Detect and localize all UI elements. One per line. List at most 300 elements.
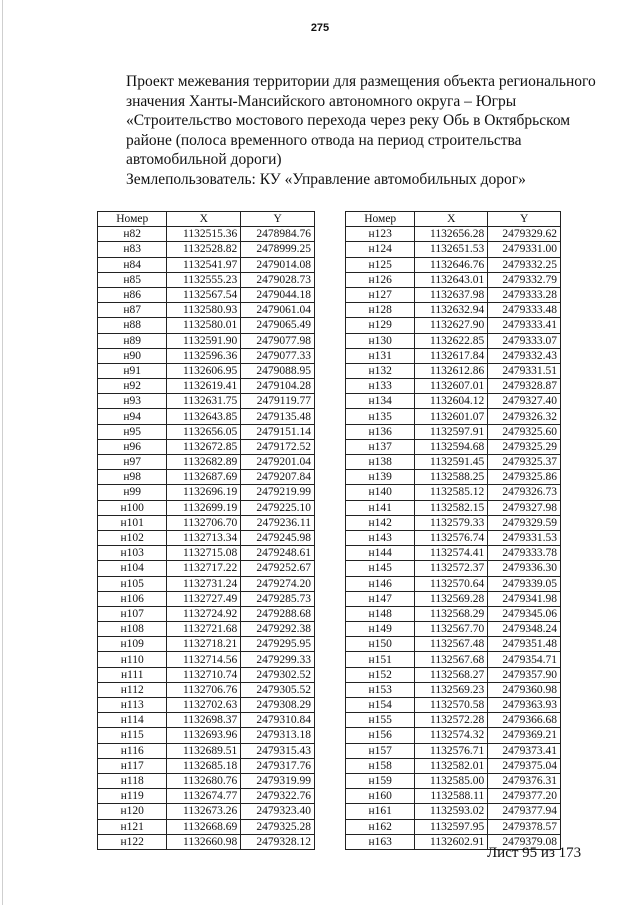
point-number-cell: н125 xyxy=(346,257,415,272)
table-row xyxy=(346,424,561,439)
point-number-cell: н149 xyxy=(346,622,415,637)
y-coordinate-cell: 2479333.41 xyxy=(488,318,561,333)
y-coordinate-cell: 2479274.20 xyxy=(241,576,315,591)
column-header-y: Y xyxy=(488,212,561,227)
table-row xyxy=(346,743,561,758)
table-row xyxy=(346,379,561,394)
point-number-cell: н114 xyxy=(98,713,167,728)
point-number-cell: н150 xyxy=(346,637,415,652)
x-coordinate-cell: 1132672.85 xyxy=(167,439,241,454)
x-coordinate-cell: 1132714.56 xyxy=(167,652,241,667)
y-coordinate-cell: 2479369.21 xyxy=(488,728,561,743)
x-coordinate-cell: 1132585.00 xyxy=(415,773,488,788)
y-coordinate-cell: 2479061.04 xyxy=(241,303,315,318)
x-coordinate-cell: 1132643.85 xyxy=(167,409,241,424)
table-row xyxy=(98,485,315,500)
table-row xyxy=(98,272,315,287)
table-row xyxy=(346,530,561,545)
x-coordinate-cell: 1132582.15 xyxy=(415,500,488,515)
point-number-cell: н151 xyxy=(346,652,415,667)
y-coordinate-cell: 2479236.11 xyxy=(241,515,315,530)
x-coordinate-cell: 1132601.07 xyxy=(415,409,488,424)
y-coordinate-cell: 2479285.73 xyxy=(241,591,315,606)
point-number-cell: н141 xyxy=(346,500,415,515)
x-coordinate-cell: 1132727.49 xyxy=(167,591,241,606)
x-coordinate-cell: 1132582.01 xyxy=(415,758,488,773)
point-number-cell: н112 xyxy=(98,682,167,697)
point-number-cell: н161 xyxy=(346,804,415,819)
table-row xyxy=(346,303,561,318)
point-number-cell: н143 xyxy=(346,530,415,545)
y-coordinate-cell: 2479377.20 xyxy=(488,789,561,804)
table-row xyxy=(346,318,561,333)
point-number-cell: н155 xyxy=(346,713,415,728)
y-coordinate-cell: 2479327.40 xyxy=(488,394,561,409)
header-line: автомобильной дороги) xyxy=(126,151,282,168)
x-coordinate-cell: 1132622.85 xyxy=(415,333,488,348)
table-row xyxy=(98,500,315,515)
table-row xyxy=(98,637,315,652)
table-row xyxy=(346,713,561,728)
x-coordinate-cell: 1132568.29 xyxy=(415,606,488,621)
x-coordinate-cell: 1132602.91 xyxy=(415,834,488,849)
point-number-cell: н98 xyxy=(98,470,167,485)
x-coordinate-cell: 1132685.18 xyxy=(167,758,241,773)
table-row xyxy=(98,591,315,606)
y-coordinate-cell: 2479310.84 xyxy=(241,713,315,728)
table-row xyxy=(98,363,315,378)
x-coordinate-cell: 1132702.63 xyxy=(167,698,241,713)
x-coordinate-cell: 1132568.27 xyxy=(415,667,488,682)
point-number-cell: н89 xyxy=(98,333,167,348)
point-number-cell: н135 xyxy=(346,409,415,424)
y-coordinate-cell: 2479319.99 xyxy=(241,773,315,788)
x-coordinate-cell: 1132580.01 xyxy=(167,318,241,333)
table-row xyxy=(346,591,561,606)
table-row xyxy=(98,379,315,394)
y-coordinate-cell: 2479376.31 xyxy=(488,773,561,788)
y-coordinate-cell: 2479331.00 xyxy=(488,242,561,257)
y-coordinate-cell: 2479308.29 xyxy=(241,698,315,713)
y-coordinate-cell: 2479327.98 xyxy=(488,500,561,515)
table-row xyxy=(98,333,315,348)
point-number-cell: н162 xyxy=(346,819,415,834)
y-coordinate-cell: 2479373.41 xyxy=(488,743,561,758)
point-number-cell: н96 xyxy=(98,439,167,454)
point-number-cell: н159 xyxy=(346,773,415,788)
y-coordinate-cell: 2479225.10 xyxy=(241,500,315,515)
y-coordinate-cell: 2479325.28 xyxy=(241,819,315,834)
x-coordinate-cell: 1132656.05 xyxy=(167,424,241,439)
y-coordinate-cell: 2479332.79 xyxy=(488,272,561,287)
table-row xyxy=(98,652,315,667)
table-row xyxy=(98,257,315,272)
x-coordinate-cell: 1132569.28 xyxy=(415,591,488,606)
table-row xyxy=(346,470,561,485)
x-coordinate-cell: 1132631.75 xyxy=(167,394,241,409)
table-row xyxy=(346,758,561,773)
y-coordinate-cell: 2479329.62 xyxy=(488,227,561,242)
point-number-cell: н129 xyxy=(346,318,415,333)
table-row xyxy=(98,606,315,621)
y-coordinate-cell: 2479317.76 xyxy=(241,758,315,773)
x-coordinate-cell: 1132604.12 xyxy=(415,394,488,409)
table-row xyxy=(98,348,315,363)
x-coordinate-cell: 1132696.19 xyxy=(167,485,241,500)
table-row xyxy=(98,622,315,637)
table-row xyxy=(346,287,561,302)
point-number-cell: н124 xyxy=(346,242,415,257)
x-coordinate-cell: 1132699.19 xyxy=(167,500,241,515)
y-coordinate-cell: 2479377.94 xyxy=(488,804,561,819)
point-number-cell: н118 xyxy=(98,773,167,788)
point-number-cell: н101 xyxy=(98,515,167,530)
x-coordinate-cell: 1132567.68 xyxy=(415,652,488,667)
point-number-cell: н136 xyxy=(346,424,415,439)
table-row xyxy=(346,682,561,697)
point-number-cell: н147 xyxy=(346,591,415,606)
point-number-cell: н107 xyxy=(98,606,167,621)
x-coordinate-cell: 1132570.64 xyxy=(415,576,488,591)
y-coordinate-cell: 2479333.07 xyxy=(488,333,561,348)
y-coordinate-cell: 2479328.87 xyxy=(488,379,561,394)
table-row xyxy=(346,728,561,743)
y-coordinate-cell: 2478984.76 xyxy=(241,227,315,242)
y-coordinate-cell: 2479379.08 xyxy=(488,834,561,849)
y-coordinate-cell: 2479151.14 xyxy=(241,424,315,439)
x-coordinate-cell: 1132572.37 xyxy=(415,561,488,576)
y-coordinate-cell: 2479077.98 xyxy=(241,333,315,348)
x-coordinate-cell: 1132515.36 xyxy=(167,227,241,242)
header-line: Проект межевания территории для размещения объекта регионального xyxy=(126,73,596,90)
x-coordinate-cell: 1132567.48 xyxy=(415,637,488,652)
point-number-cell: н100 xyxy=(98,500,167,515)
y-coordinate-cell: 2479302.52 xyxy=(241,667,315,682)
y-coordinate-cell: 2479299.33 xyxy=(241,652,315,667)
x-coordinate-cell: 1132579.33 xyxy=(415,515,488,530)
x-coordinate-cell: 1132668.69 xyxy=(167,819,241,834)
table-row xyxy=(98,561,315,576)
y-coordinate-cell: 2479345.06 xyxy=(488,606,561,621)
point-number-cell: н119 xyxy=(98,789,167,804)
sheet-counter: Лист 95 из 173 xyxy=(487,845,582,861)
y-coordinate-cell: 2479315.43 xyxy=(241,743,315,758)
y-coordinate-cell: 2479322.76 xyxy=(241,789,315,804)
table-row xyxy=(98,682,315,697)
point-number-cell: н116 xyxy=(98,743,167,758)
x-coordinate-cell: 1132721.68 xyxy=(167,622,241,637)
table-row xyxy=(346,773,561,788)
column-header-x: X xyxy=(167,212,241,227)
column-header-number: Номер xyxy=(98,212,167,227)
y-coordinate-cell: 2479323.40 xyxy=(241,804,315,819)
table-row xyxy=(346,606,561,621)
table-row xyxy=(346,698,561,713)
y-coordinate-cell: 2479201.04 xyxy=(241,455,315,470)
y-coordinate-cell: 2479104.28 xyxy=(241,379,315,394)
point-number-cell: н126 xyxy=(346,272,415,287)
point-number-cell: н103 xyxy=(98,546,167,561)
table-row xyxy=(346,439,561,454)
y-coordinate-cell: 2479295.95 xyxy=(241,637,315,652)
table-row xyxy=(346,576,561,591)
y-coordinate-cell: 2479207.84 xyxy=(241,470,315,485)
point-number-cell: н121 xyxy=(98,819,167,834)
y-coordinate-cell: 2479366.68 xyxy=(488,713,561,728)
x-coordinate-cell: 1132574.41 xyxy=(415,546,488,561)
column-header-y: Y xyxy=(241,212,315,227)
y-coordinate-cell: 2479333.48 xyxy=(488,303,561,318)
point-number-cell: н160 xyxy=(346,789,415,804)
header-line: значения Ханты-Мансийского автономного округа – Югры xyxy=(126,92,517,110)
y-coordinate-cell: 2479339.05 xyxy=(488,576,561,591)
point-number-cell: н109 xyxy=(98,637,167,652)
x-coordinate-cell: 1132718.21 xyxy=(167,637,241,652)
point-number-cell: н90 xyxy=(98,348,167,363)
x-coordinate-cell: 1132682.89 xyxy=(167,455,241,470)
y-coordinate-cell: 2479219.99 xyxy=(241,485,315,500)
x-coordinate-cell: 1132698.37 xyxy=(167,713,241,728)
header-line: районе (полоса временного отвода на период строительства xyxy=(126,131,522,149)
table-row xyxy=(98,409,315,424)
point-number-cell: н91 xyxy=(98,363,167,378)
x-coordinate-cell: 1132710.74 xyxy=(167,667,241,682)
y-coordinate-cell: 2479331.51 xyxy=(488,363,561,378)
table-row xyxy=(98,804,315,819)
point-number-cell: н102 xyxy=(98,530,167,545)
point-number-cell: н106 xyxy=(98,591,167,606)
table-row xyxy=(98,576,315,591)
point-number-cell: н94 xyxy=(98,409,167,424)
point-number-cell: н115 xyxy=(98,728,167,743)
column-header-number: Номер xyxy=(346,212,415,227)
point-number-cell: н127 xyxy=(346,287,415,302)
table-row xyxy=(98,713,315,728)
table-row xyxy=(98,287,315,302)
x-coordinate-cell: 1132617.84 xyxy=(415,348,488,363)
table-row xyxy=(98,515,315,530)
x-coordinate-cell: 1132724.92 xyxy=(167,606,241,621)
y-coordinate-cell: 2479325.60 xyxy=(488,424,561,439)
y-coordinate-cell: 2479354.71 xyxy=(488,652,561,667)
x-coordinate-cell: 1132576.71 xyxy=(415,743,488,758)
y-coordinate-cell: 2479326.73 xyxy=(488,485,561,500)
y-coordinate-cell: 2479375.04 xyxy=(488,758,561,773)
y-coordinate-cell: 2479325.29 xyxy=(488,439,561,454)
table-row xyxy=(98,318,315,333)
point-number-cell: н138 xyxy=(346,455,415,470)
point-number-cell: н140 xyxy=(346,485,415,500)
y-coordinate-cell: 2479360.98 xyxy=(488,682,561,697)
x-coordinate-cell: 1132651.53 xyxy=(415,242,488,257)
y-coordinate-cell: 2479252.67 xyxy=(241,561,315,576)
x-coordinate-cell: 1132627.90 xyxy=(415,318,488,333)
table-row xyxy=(346,333,561,348)
table-row xyxy=(98,424,315,439)
document-header xyxy=(126,72,596,189)
y-coordinate-cell: 2479329.59 xyxy=(488,515,561,530)
point-number-cell: н117 xyxy=(98,758,167,773)
coordinates-table-left xyxy=(97,211,315,850)
x-coordinate-cell: 1132597.91 xyxy=(415,424,488,439)
point-number-cell: н110 xyxy=(98,652,167,667)
x-coordinate-cell: 1132656.28 xyxy=(415,227,488,242)
table-row xyxy=(98,439,315,454)
point-number-cell: н142 xyxy=(346,515,415,530)
y-coordinate-cell: 2479357.90 xyxy=(488,667,561,682)
table-row xyxy=(346,455,561,470)
table-row xyxy=(346,242,561,257)
y-coordinate-cell: 2479044.18 xyxy=(241,287,315,302)
x-coordinate-cell: 1132588.25 xyxy=(415,470,488,485)
point-number-cell: н113 xyxy=(98,698,167,713)
table-row xyxy=(98,819,315,834)
x-coordinate-cell: 1132619.41 xyxy=(167,379,241,394)
point-number-cell: н95 xyxy=(98,424,167,439)
x-coordinate-cell: 1132632.94 xyxy=(415,303,488,318)
x-coordinate-cell: 1132580.93 xyxy=(167,303,241,318)
table-row xyxy=(98,303,315,318)
point-number-cell: н154 xyxy=(346,698,415,713)
point-number-cell: н131 xyxy=(346,348,415,363)
x-coordinate-cell: 1132574.32 xyxy=(415,728,488,743)
x-coordinate-cell: 1132597.95 xyxy=(415,819,488,834)
table-row xyxy=(346,363,561,378)
table-row xyxy=(346,789,561,804)
y-coordinate-cell: 2479014.08 xyxy=(241,257,315,272)
point-number-cell: н157 xyxy=(346,743,415,758)
scan-edge-line xyxy=(2,0,3,905)
x-coordinate-cell: 1132731.24 xyxy=(167,576,241,591)
x-coordinate-cell: 1132693.96 xyxy=(167,728,241,743)
point-number-cell: н108 xyxy=(98,622,167,637)
x-coordinate-cell: 1132673.26 xyxy=(167,804,241,819)
table-row xyxy=(346,500,561,515)
page-number: 275 xyxy=(310,22,330,34)
y-coordinate-cell: 2479292.38 xyxy=(241,622,315,637)
header-line: «Строительство мостового перехода через реку Обь в Октябрьском xyxy=(126,112,571,129)
x-coordinate-cell: 1132588.11 xyxy=(415,789,488,804)
x-coordinate-cell: 1132643.01 xyxy=(415,272,488,287)
point-number-cell: н123 xyxy=(346,227,415,242)
table-row xyxy=(98,834,315,849)
y-coordinate-cell: 2479378.57 xyxy=(488,819,561,834)
point-number-cell: н158 xyxy=(346,758,415,773)
x-coordinate-cell: 1132541.97 xyxy=(167,257,241,272)
coordinates-table-right xyxy=(345,211,561,850)
table-row xyxy=(346,394,561,409)
x-coordinate-cell: 1132585.12 xyxy=(415,485,488,500)
point-number-cell: н145 xyxy=(346,561,415,576)
point-number-cell: н85 xyxy=(98,272,167,287)
y-coordinate-cell: 2479135.48 xyxy=(241,409,315,424)
table-row xyxy=(98,242,315,257)
point-number-cell: н120 xyxy=(98,804,167,819)
table-row xyxy=(98,227,315,242)
table-row xyxy=(346,819,561,834)
table-row xyxy=(98,546,315,561)
x-coordinate-cell: 1132706.70 xyxy=(167,515,241,530)
point-number-cell: н148 xyxy=(346,606,415,621)
x-coordinate-cell: 1132607.01 xyxy=(415,379,488,394)
table-row xyxy=(346,561,561,576)
table-row xyxy=(346,257,561,272)
table-row xyxy=(98,470,315,485)
x-coordinate-cell: 1132576.74 xyxy=(415,530,488,545)
point-number-cell: н93 xyxy=(98,394,167,409)
x-coordinate-cell: 1132687.69 xyxy=(167,470,241,485)
x-coordinate-cell: 1132596.36 xyxy=(167,348,241,363)
y-coordinate-cell: 2479326.32 xyxy=(488,409,561,424)
x-coordinate-cell: 1132593.02 xyxy=(415,804,488,819)
y-coordinate-cell: 2479341.98 xyxy=(488,591,561,606)
point-number-cell: н144 xyxy=(346,546,415,561)
x-coordinate-cell: 1132689.51 xyxy=(167,743,241,758)
x-coordinate-cell: 1132570.58 xyxy=(415,698,488,713)
point-number-cell: н139 xyxy=(346,470,415,485)
x-coordinate-cell: 1132591.45 xyxy=(415,455,488,470)
table-row xyxy=(98,743,315,758)
x-coordinate-cell: 1132612.86 xyxy=(415,363,488,378)
x-coordinate-cell: 1132572.28 xyxy=(415,713,488,728)
point-number-cell: н99 xyxy=(98,485,167,500)
table-row xyxy=(98,773,315,788)
y-coordinate-cell: 2479088.95 xyxy=(241,363,315,378)
point-number-cell: н84 xyxy=(98,257,167,272)
y-coordinate-cell: 2479328.12 xyxy=(241,834,315,849)
x-coordinate-cell: 1132713.34 xyxy=(167,530,241,545)
x-coordinate-cell: 1132715.08 xyxy=(167,546,241,561)
table-row xyxy=(346,652,561,667)
y-coordinate-cell: 2479332.43 xyxy=(488,348,561,363)
point-number-cell: н163 xyxy=(346,834,415,849)
x-coordinate-cell: 1132567.54 xyxy=(167,287,241,302)
x-coordinate-cell: 1132706.76 xyxy=(167,682,241,697)
x-coordinate-cell: 1132674.77 xyxy=(167,789,241,804)
point-number-cell: н134 xyxy=(346,394,415,409)
point-number-cell: н92 xyxy=(98,379,167,394)
y-coordinate-cell: 2479313.18 xyxy=(241,728,315,743)
y-coordinate-cell: 2478999.25 xyxy=(241,242,315,257)
table-row xyxy=(98,667,315,682)
table-row xyxy=(346,515,561,530)
point-number-cell: н111 xyxy=(98,667,167,682)
x-coordinate-cell: 1132660.98 xyxy=(167,834,241,849)
point-number-cell: н97 xyxy=(98,455,167,470)
y-coordinate-cell: 2479325.86 xyxy=(488,470,561,485)
table-row xyxy=(98,728,315,743)
table-row xyxy=(346,637,561,652)
y-coordinate-cell: 2479077.33 xyxy=(241,348,315,363)
table-row xyxy=(98,698,315,713)
y-coordinate-cell: 2479172.52 xyxy=(241,439,315,454)
point-number-cell: н87 xyxy=(98,303,167,318)
point-number-cell: н82 xyxy=(98,227,167,242)
x-coordinate-cell: 1132528.82 xyxy=(167,242,241,257)
x-coordinate-cell: 1132606.95 xyxy=(167,363,241,378)
table-row xyxy=(98,789,315,804)
point-number-cell: н133 xyxy=(346,379,415,394)
table-row xyxy=(346,227,561,242)
x-coordinate-cell: 1132717.22 xyxy=(167,561,241,576)
x-coordinate-cell: 1132591.90 xyxy=(167,333,241,348)
table-row xyxy=(346,409,561,424)
x-coordinate-cell: 1132569.23 xyxy=(415,682,488,697)
point-number-cell: н130 xyxy=(346,333,415,348)
table-row xyxy=(98,758,315,773)
y-coordinate-cell: 2479325.37 xyxy=(488,455,561,470)
y-coordinate-cell: 2479331.53 xyxy=(488,530,561,545)
